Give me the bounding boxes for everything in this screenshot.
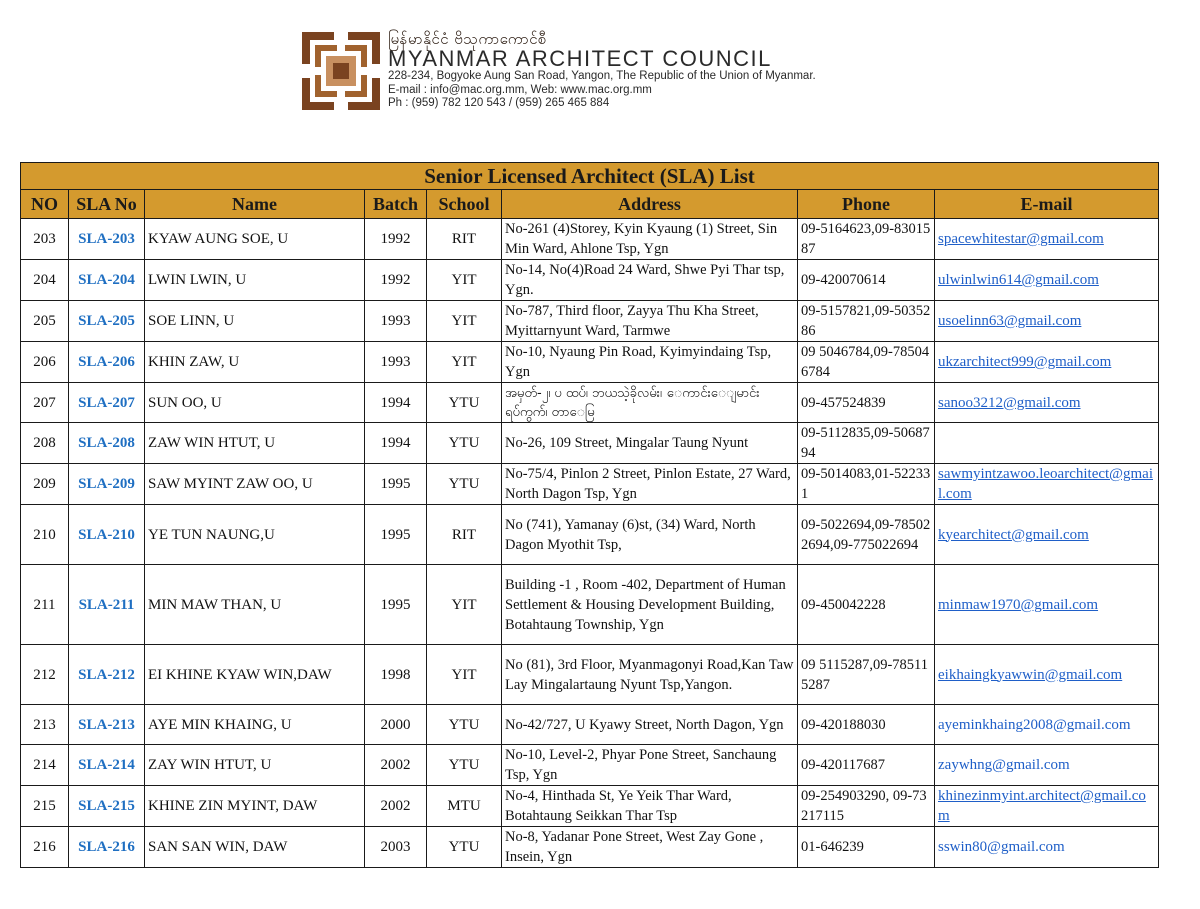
cell-no: 206: [21, 342, 69, 383]
council-phone: Ph : (959) 782 120 543 / (959) 265 465 884: [388, 97, 610, 109]
council-address: 228-234, Bogyoke Aung San Road, Yangon, The Republic of the Union of Myanmar.: [388, 70, 816, 82]
cell-email: [935, 464, 1159, 505]
cell-name: ZAW WIN HTUT, U: [145, 423, 365, 464]
cell-no: 204: [21, 260, 69, 301]
email-link[interactable]: khinezinmyint.architect@gmail.com: [938, 788, 1146, 824]
email-link[interactable]: ayeminkhaing2008@gmail.com: [938, 716, 1131, 733]
cell-sla-no: SLA-205: [69, 301, 145, 342]
council-contact: E-mail : info@mac.org.mm, Web: www.mac.org.mm: [388, 83, 652, 96]
cell-no: 216: [21, 827, 69, 868]
cell-school: YIT: [427, 260, 502, 301]
cell-batch: 1995: [365, 505, 427, 565]
cell-name: KYAW AUNG SOE, U: [145, 219, 365, 260]
cell-email: [935, 260, 1159, 301]
cell-phone: 09-254903290, 09-73217115: [798, 786, 935, 827]
council-brand: [388, 30, 908, 111]
cell-phone: 09-5157821,09-5035286: [798, 301, 935, 342]
cell-batch: 1994: [365, 423, 427, 464]
cell-email: [935, 423, 1159, 464]
cell-sla-no: SLA-212: [69, 645, 145, 705]
cell-email: [935, 645, 1159, 705]
cell-name: SUN OO, U: [145, 383, 365, 423]
cell-batch: 2003: [365, 827, 427, 868]
cell-name: MIN MAW THAN, U: [145, 565, 365, 645]
table-row: [21, 383, 1159, 423]
cell-batch: 1998: [365, 645, 427, 705]
cell-no: 205: [21, 301, 69, 342]
email-link[interactable]: kyearchitect@gmail.com: [938, 526, 1089, 543]
cell-name: SOE LINN, U: [145, 301, 365, 342]
cell-school: YTU: [427, 464, 502, 505]
header-phone: Phone: [798, 190, 935, 219]
table-row: [21, 705, 1159, 745]
table-row: [21, 827, 1159, 868]
cell-batch: 1993: [365, 301, 427, 342]
table-row: [21, 565, 1159, 645]
cell-phone: 09-5164623,09-8301587: [798, 219, 935, 260]
header-sla-no: SLA No: [69, 190, 145, 219]
cell-phone: 09-420070614: [798, 260, 935, 301]
header-email: E-mail: [935, 190, 1159, 219]
cell-phone: 09-5014083,01-522331: [798, 464, 935, 505]
cell-school: YTU: [427, 827, 502, 868]
header-address: Address: [502, 190, 798, 219]
cell-email: [935, 301, 1159, 342]
cell-address: No-14, No(4)Road 24 Ward, Shwe Pyi Thar tsp, Ygn.: [502, 260, 798, 301]
email-link[interactable]: eikhaingkyawwin@gmail.com: [938, 666, 1123, 683]
sla-list-sheet: [20, 162, 1158, 868]
email-link[interactable]: spacewhitestar@gmail.com: [938, 231, 1104, 247]
cell-school: YTU: [427, 745, 502, 786]
cell-no: 208: [21, 423, 69, 464]
table-row: [21, 786, 1159, 827]
cell-school: YIT: [427, 565, 502, 645]
cell-name: EI KHINE KYAW WIN,DAW: [145, 645, 365, 705]
cell-address: No-261 (4)Storey, Kyin Kyaung (1) Street, Sin Min Ward, Ahlone Tsp, Ygn: [502, 219, 798, 260]
council-logo: [300, 30, 382, 112]
email-link[interactable]: sswin80@gmail.com: [938, 839, 1065, 855]
cell-school: YTU: [427, 423, 502, 464]
cell-sla-no: SLA-209: [69, 464, 145, 505]
header-no: NO: [21, 190, 69, 219]
cell-sla-no: SLA-214: [69, 745, 145, 786]
cell-school: YIT: [427, 645, 502, 705]
email-link[interactable]: ulwinlwin614@gmail.com: [938, 272, 1099, 288]
cell-email: [935, 786, 1159, 827]
table-row: [21, 260, 1159, 301]
cell-email: [935, 565, 1159, 645]
cell-name: KHINE ZIN MYINT, DAW: [145, 786, 365, 827]
cell-sla-no: SLA-206: [69, 342, 145, 383]
table-row: [21, 342, 1159, 383]
sla-table: [20, 162, 1159, 868]
cell-batch: 1995: [365, 464, 427, 505]
table-row: [21, 423, 1159, 464]
cell-phone: 09-457524839: [798, 383, 935, 423]
cell-sla-no: SLA-207: [69, 383, 145, 423]
cell-phone: 09-420117687: [798, 745, 935, 786]
cell-school: MTU: [427, 786, 502, 827]
cell-address: No-26, 109 Street, Mingalar Taung Nyunt: [502, 423, 798, 464]
council-name-myanmar: မြန်မာနိုင်ငံ ဗိသုကာကောင်စီ: [388, 30, 547, 48]
email-link[interactable]: ukzarchitect999@gmail.com: [938, 354, 1112, 370]
cell-no: 214: [21, 745, 69, 786]
table-row: [21, 745, 1159, 786]
cell-phone: 09-450042228: [798, 565, 935, 645]
cell-school: YIT: [427, 342, 502, 383]
table-row: [21, 645, 1159, 705]
cell-sla-no: SLA-208: [69, 423, 145, 464]
cell-email: [935, 827, 1159, 868]
cell-sla-no: SLA-210: [69, 505, 145, 565]
cell-name: SAW MYINT ZAW OO, U: [145, 464, 365, 505]
cell-school: RIT: [427, 505, 502, 565]
cell-sla-no: SLA-213: [69, 705, 145, 745]
cell-phone: 09-420188030: [798, 705, 935, 745]
header-school: School: [427, 190, 502, 219]
cell-batch: 1993: [365, 342, 427, 383]
cell-address: No-8, Yadanar Pone Street, West Zay Gone , Insein, Ygn: [502, 827, 798, 868]
cell-batch: 1992: [365, 219, 427, 260]
cell-email: [935, 383, 1159, 423]
cell-email: [935, 219, 1159, 260]
cell-batch: 2000: [365, 705, 427, 745]
cell-no: 203: [21, 219, 69, 260]
email-link[interactable]: zaywhng@gmail.com: [938, 757, 1070, 773]
cell-school: YTU: [427, 383, 502, 423]
cell-sla-no: SLA-215: [69, 786, 145, 827]
cell-school: RIT: [427, 219, 502, 260]
header-batch: Batch: [365, 190, 427, 219]
table-title: Senior Licensed Architect (SLA) List: [21, 163, 1159, 190]
cell-name: LWIN LWIN, U: [145, 260, 365, 301]
letterhead: [300, 30, 900, 112]
cell-batch: 1992: [365, 260, 427, 301]
cell-batch: 1994: [365, 383, 427, 423]
email-link[interactable]: minmaw1970@gmail.com: [938, 596, 1099, 613]
table-header-row: [21, 190, 1159, 219]
cell-no: 209: [21, 464, 69, 505]
cell-batch: 2002: [365, 745, 427, 786]
cell-no: 210: [21, 505, 69, 565]
cell-address: Building -1 , Room -402, Department of Human Settlement & Housing Development Building, Botahtaung Township, Ygn: [502, 565, 798, 645]
council-name: MYANMAR ARCHITECT COUNCIL: [388, 46, 772, 71]
cell-no: 207: [21, 383, 69, 423]
table-row: [21, 464, 1159, 505]
cell-address: No-4, Hinthada St, Ye Yeik Thar Ward, Botahtaung Seikkan Thar Tsp: [502, 786, 798, 827]
cell-batch: 1995: [365, 565, 427, 645]
cell-email: [935, 342, 1159, 383]
table-row: [21, 301, 1159, 342]
cell-name: YE TUN NAUNG,U: [145, 505, 365, 565]
header-name: Name: [145, 190, 365, 219]
cell-name: ZAY WIN HTUT, U: [145, 745, 365, 786]
cell-batch: 2002: [365, 786, 427, 827]
cell-sla-no: SLA-216: [69, 827, 145, 868]
cell-sla-no: SLA-203: [69, 219, 145, 260]
cell-address: No-75/4, Pinlon 2 Street, Pinlon Estate, 27 Ward, North Dagon Tsp, Ygn: [502, 464, 798, 505]
email-link[interactable]: sawmyintzawoo.leoarchitect@gmail.com: [938, 466, 1153, 502]
cell-school: YIT: [427, 301, 502, 342]
cell-address: No-42/727, U Kyawy Street, North Dagon, Ygn: [502, 705, 798, 745]
cell-address: No (741), Yamanay (6)st, (34) Ward, North Dagon Myothit Tsp,: [502, 505, 798, 565]
cell-sla-no: SLA-204: [69, 260, 145, 301]
cell-no: 213: [21, 705, 69, 745]
table-row: [21, 505, 1159, 565]
cell-address: အမှတ်-၂၊ ပ ထပ်၊ ဘယသဲ့ခိုလမ်း၊ ေကာင်းေျမာင်းရပ်ကွက်၊ တာေမြ: [502, 383, 798, 423]
cell-email: [935, 505, 1159, 565]
cell-no: 212: [21, 645, 69, 705]
cell-phone: 09 5046784,09-785046784: [798, 342, 935, 383]
cell-name: SAN SAN WIN, DAW: [145, 827, 365, 868]
table-row: [21, 219, 1159, 260]
cell-phone: 09-5112835,09-5068794: [798, 423, 935, 464]
cell-sla-no: SLA-211: [69, 565, 145, 645]
cell-name: AYE MIN KHAING, U: [145, 705, 365, 745]
cell-address: No-10, Nyaung Pin Road, Kyimyindaing Tsp, Ygn: [502, 342, 798, 383]
cell-school: YTU: [427, 705, 502, 745]
table-body: [21, 219, 1159, 868]
email-link[interactable]: usoelinn63@gmail.com: [938, 313, 1082, 329]
cell-address: No-787, Third floor, Zayya Thu Kha Street, Myittarnyunt Ward, Tarmwe: [502, 301, 798, 342]
cell-no: 211: [21, 565, 69, 645]
cell-email: [935, 745, 1159, 786]
cell-name: KHIN ZAW, U: [145, 342, 365, 383]
cell-phone: 01-646239: [798, 827, 935, 868]
cell-phone: 09-5022694,09-785022694,09-775022694: [798, 505, 935, 565]
cell-address: No (81), 3rd Floor, Myanmagonyi Road,Kan Taw Lay Mingalartaung Nyunt Tsp,Yangon.: [502, 645, 798, 705]
cell-no: 215: [21, 786, 69, 827]
cell-address: No-10, Level-2, Phyar Pone Street, Sanchaung Tsp, Ygn: [502, 745, 798, 786]
email-link[interactable]: sanoo3212@gmail.com: [938, 394, 1081, 411]
cell-phone: 09 5115287,09-785115287: [798, 645, 935, 705]
cell-email: [935, 705, 1159, 745]
